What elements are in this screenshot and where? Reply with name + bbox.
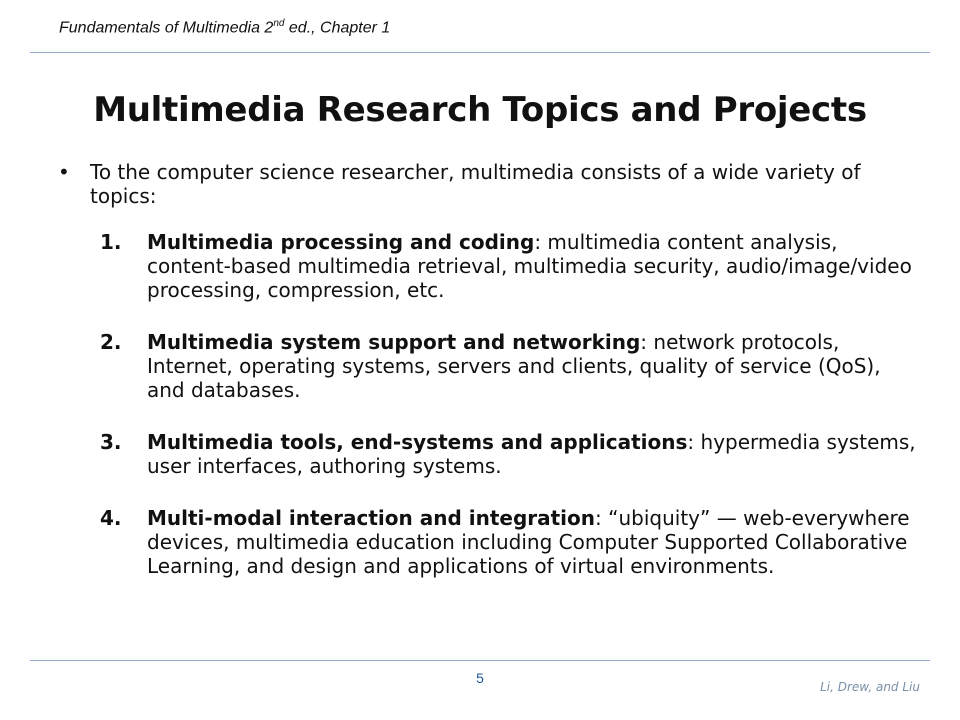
topic-number: 4.	[100, 506, 122, 530]
topic-description: : multimedia content analysis, content-based multimedia retrieval, multimedia security, audio/image/video processing, compression, etc.	[147, 230, 912, 302]
authors-credit: Li, Drew, and Liu	[820, 680, 920, 694]
topic-number: 3.	[100, 430, 122, 454]
course-header-prefix: Fundamentals of Multimedia 2	[59, 19, 274, 37]
intro-bullet-text: To the computer science researcher, multimedia consists of a wide variety of topics:	[90, 160, 861, 208]
topic-heading: Multimedia tools, end-systems and applications	[147, 430, 688, 454]
topic-item	[100, 506, 920, 578]
topic-description: : hypermedia systems, user interfaces, authoring systems.	[147, 430, 916, 478]
topic-item	[100, 230, 920, 302]
page-number: 5	[476, 670, 484, 686]
topic-heading: Multi-modal interaction and integration	[147, 506, 596, 530]
topic-number: 2.	[100, 330, 122, 354]
course-header-suffix: ed., Chapter 1	[284, 19, 391, 37]
course-header	[59, 18, 390, 37]
topic-description: : network protocols, Internet, operating systems, servers and clients, quality of service (QoS), and databases.	[147, 330, 881, 402]
slide-title: Multimedia Research Topics and Projects	[93, 90, 867, 130]
bullet-dot-icon: •	[58, 160, 70, 184]
header-divider	[30, 52, 930, 53]
topic-number: 1.	[100, 230, 122, 254]
topic-description: : “ubiquity” — web-everywhere devices, multimedia education including Computer Supported Collaborative Learning, and design and applications of virtual environments.	[147, 506, 910, 578]
topic-item	[100, 330, 920, 402]
topic-item	[100, 430, 920, 478]
course-header-ordinal: nd	[273, 18, 285, 29]
intro-bullet	[58, 160, 908, 208]
footer-divider	[30, 660, 930, 661]
topic-heading: Multimedia processing and coding	[147, 230, 535, 254]
topic-list	[100, 230, 920, 606]
topic-heading: Multimedia system support and networking	[147, 330, 641, 354]
